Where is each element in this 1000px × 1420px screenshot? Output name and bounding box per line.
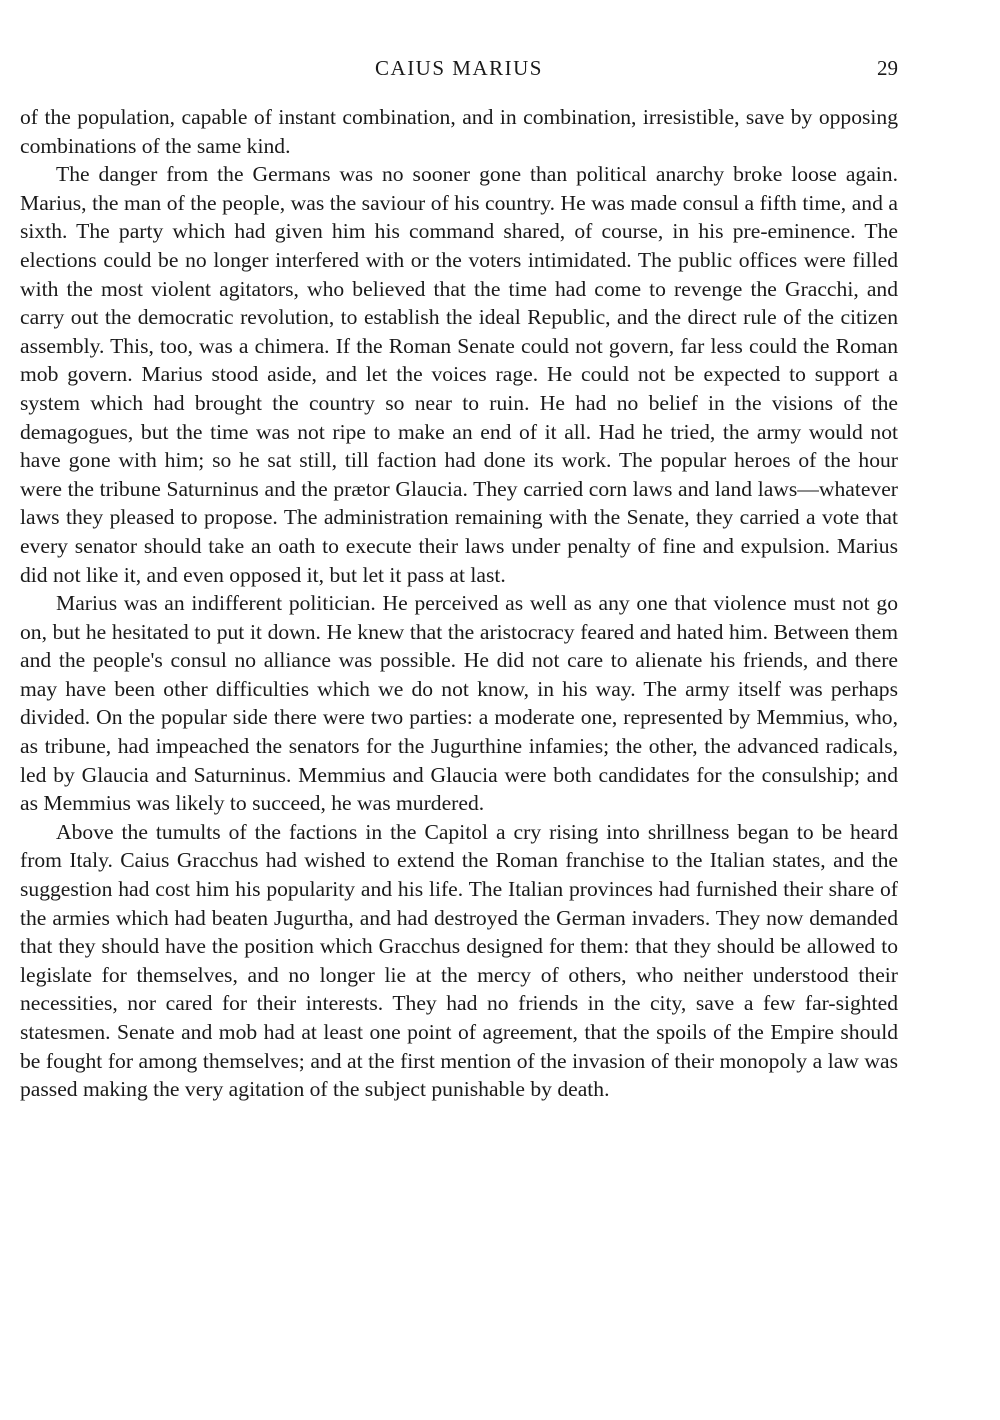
running-title: CAIUS MARIUS	[375, 56, 543, 80]
paragraph: The danger from the Germans was no sooner gone than political anarchy broke loose again. Marius, the man of the people, was the saviour of his country. He was made consul a fifth time, and a sixth. The party which had given him his command shared, of course, in his pre-eminence. The elections could be no longer interfered with or the voters intimidated. The public offices were filled with the most violent agitators, who believed that the time had come to revenge the Gracchi, and carry out the democratic revolution, to establish the ideal Republic, and the direct rule of the citizen assembly. This, too, was a chimera. If the Roman Senate could not govern, far less could the Roman mob govern. Marius stood aside, and let the voices rage. He could not be expected to support a system which had brought the country so near to ruin. He had no belief in the visions of the demagogues, but the time was not ripe to make an end of it all. Had he tried, the army would not have gone with him; so he sat still, till faction had done its work. The popular heroes of the hour were the tribune Saturninus and the prætor Glaucia. They carried corn laws and land laws—whatever laws they pleased to propose. The administration remaining with the Senate, they carried a vote that every senator should take an oath to execute their laws under penalty of fine and expulsion. Marius did not like it, and even opposed it, but let it pass at last.	[20, 162, 898, 587]
paragraph: Above the tumults of the factions in the Capitol a cry rising into shrillness began to be heard from Italy. Caius Gracchus had wished to extend the Roman franchise to the Italian states, and the suggestion had cost him his popularity and his life. The Italian provinces had furnished their share of the armies which had beaten Jugurtha, and had destroyed the German invaders. They now demanded that they should have the position which Gracchus designed for them: that they should be allowed to legislate for themselves, and no longer lie at the mercy of others, who neither understood their necessities, nor cared for their interests. They had no friends in the city, save a few far-sighted statesmen. Senate and mob had at least one point of agreement, that the spoils of the Empire should be fought for among themselves; and at the first mention of the invasion of their monopoly a law was passed making the very agitation of the subject punishable by death.	[20, 819, 898, 1102]
page-number: 29	[877, 56, 898, 80]
book-page	[20, 0, 898, 1104]
paragraph: Marius was an indifferent politician. He perceived as well as any one that violence must not go on, but he hesitated to put it down. He knew that the aristocracy feared and hated him. Between them and the people's consul no alliance was possible. He did not care to alienate his friends, and there may have been other difficulties which we do not know, in his way. The army itself was perhaps divided. On the popular side there were two parties: a moderate one, represented by Memmius, who, as tribune, had impeached the senators for the Jugurthine infamies; the other, the advanced radicals, led by Glaucia and Saturninus. Memmius and Glaucia were both candidates for the consulship; and as Memmius was likely to succeed, he was murdered.	[20, 591, 898, 816]
paragraph-continued: of the population, capable of instant combination, and in combination, irresistible, save by opposing combinations of the same kind.	[20, 105, 898, 158]
body-text	[20, 103, 898, 1104]
page-header	[20, 0, 898, 84]
